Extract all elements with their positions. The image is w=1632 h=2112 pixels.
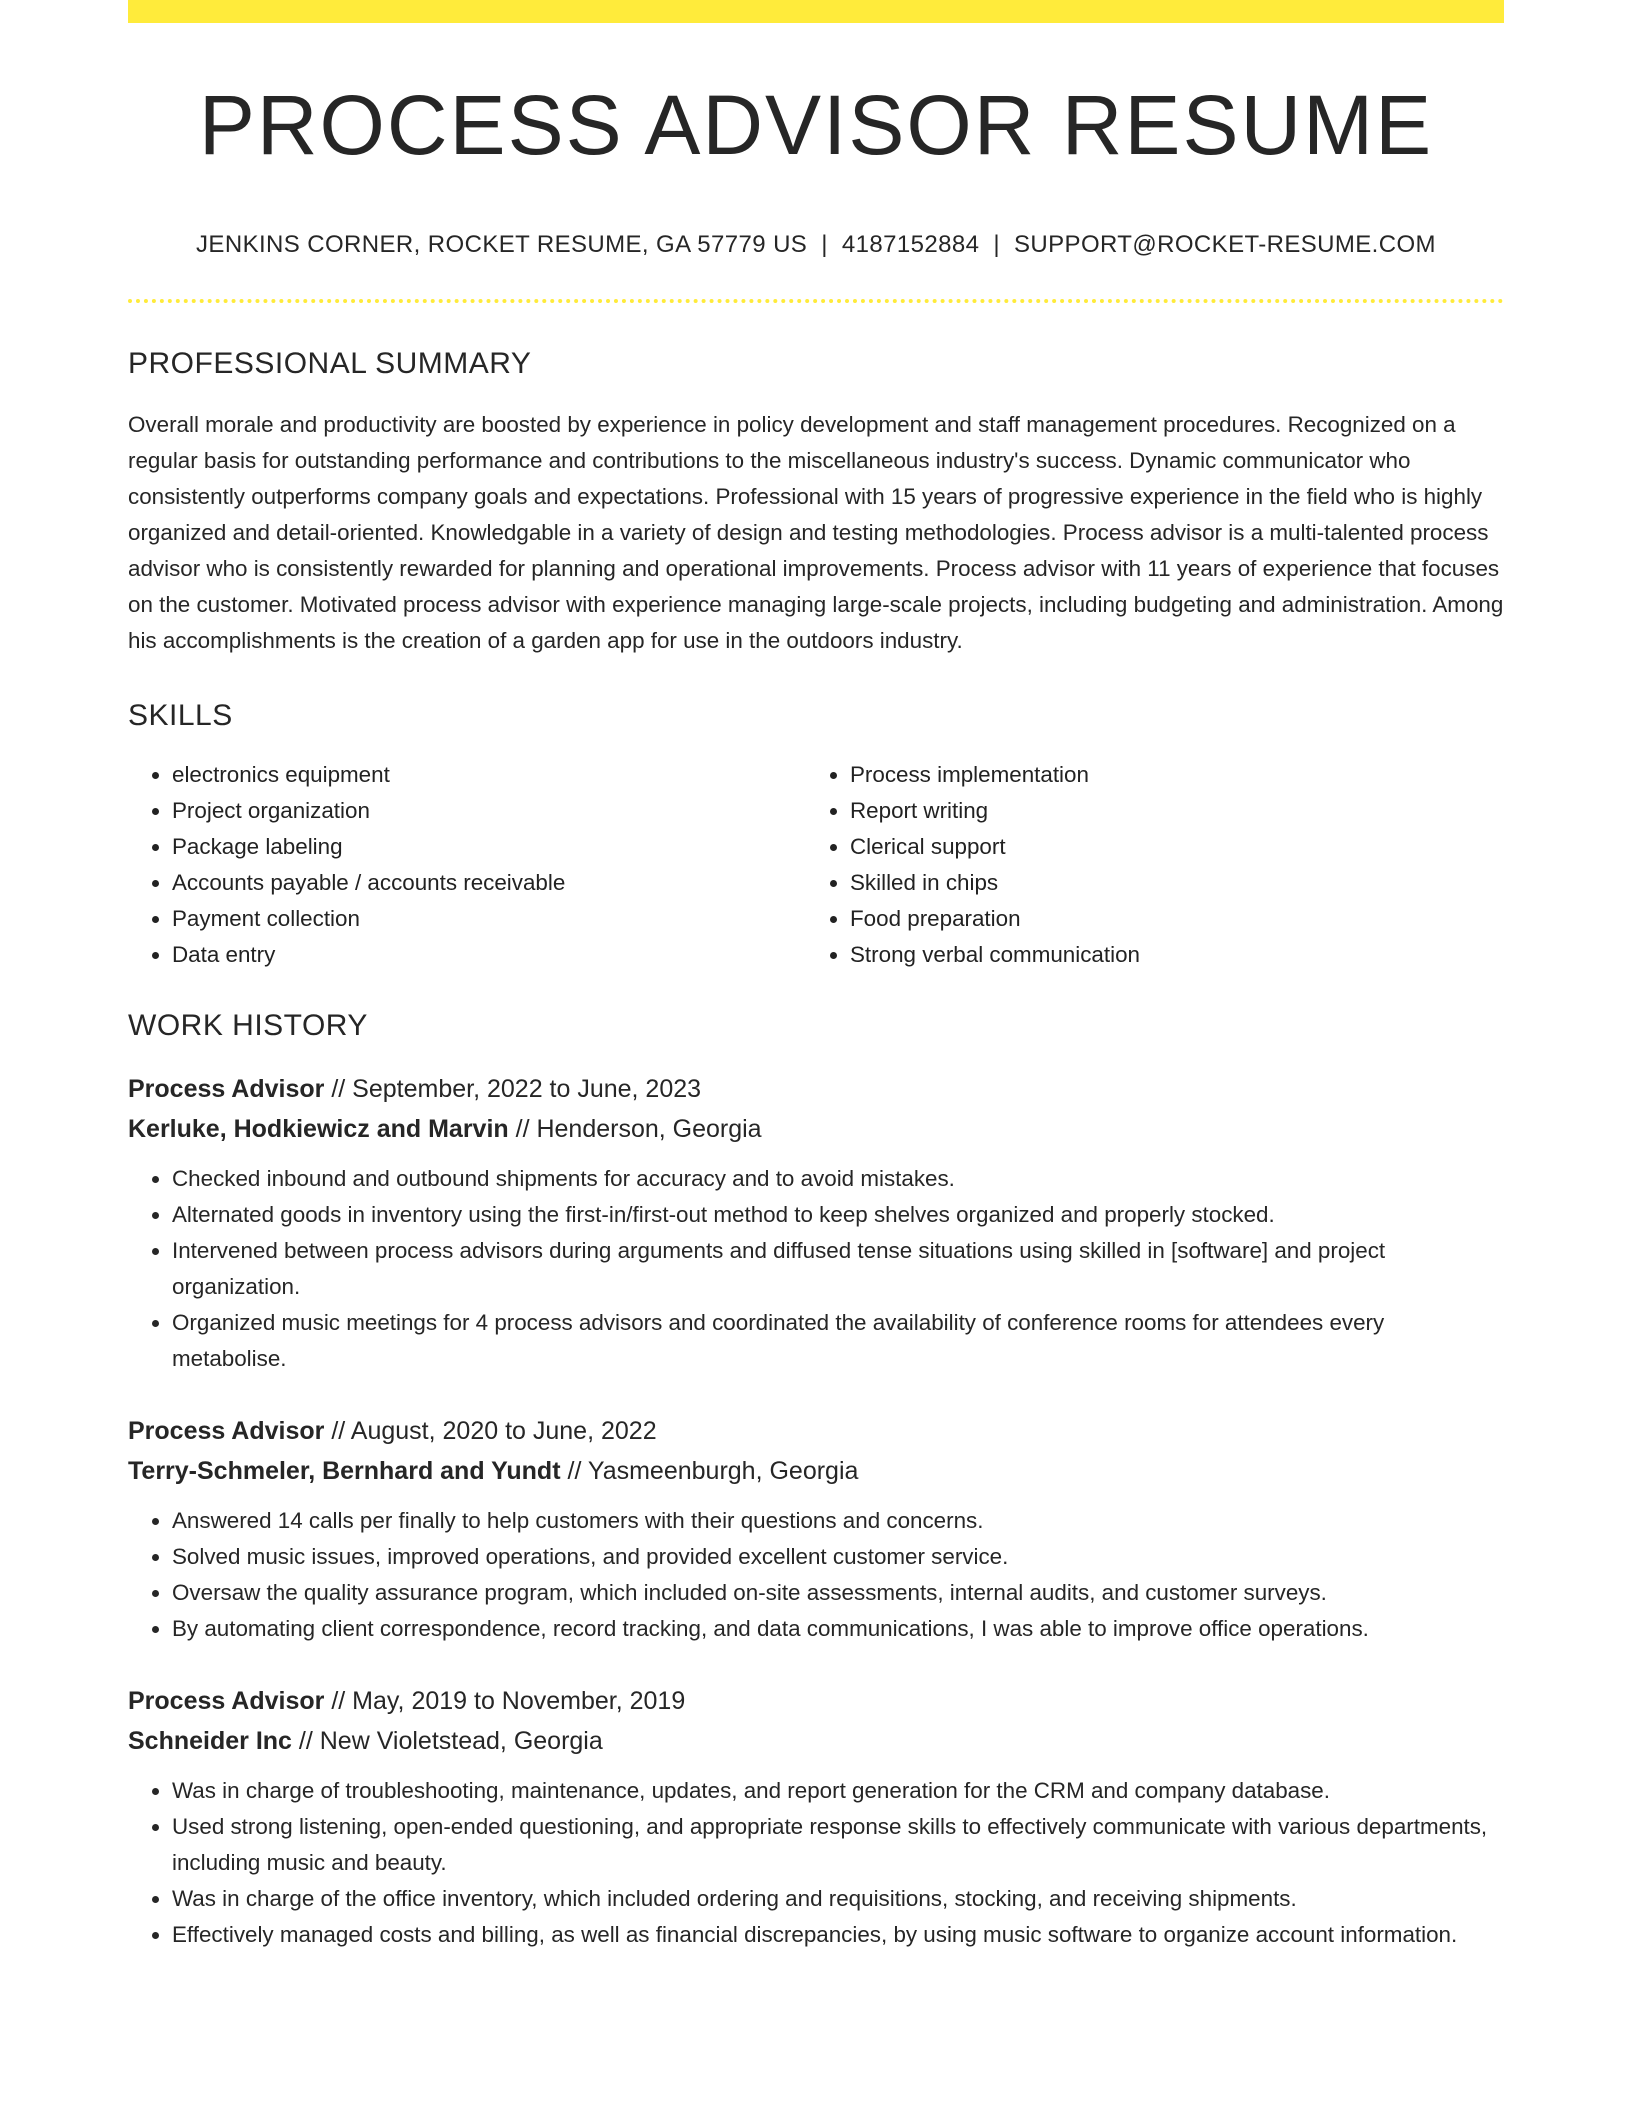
resume-title: PROCESS ADVISOR RESUME bbox=[198, 78, 1434, 172]
skill-item: • Food preparation bbox=[850, 901, 1484, 937]
duty-item: • Alternated goods in inventory using the first-in/first-out method to keep shelves organized and properly stocked. bbox=[172, 1197, 1504, 1233]
skill-item: • Strong verbal communication bbox=[850, 937, 1484, 973]
job-location: // New Violetstead, Georgia bbox=[291, 1727, 603, 1755]
job-role-line bbox=[128, 1681, 1504, 1721]
work-history-heading: WORK HISTORY bbox=[128, 1009, 368, 1042]
job-role-line bbox=[128, 1069, 1504, 1109]
job-entry bbox=[128, 1069, 1504, 1377]
skills-list bbox=[128, 757, 1504, 973]
job-duties bbox=[128, 1503, 1504, 1647]
skill-item: • Package labeling bbox=[172, 829, 806, 865]
accent-top-bar bbox=[128, 0, 1504, 23]
skills-column-right bbox=[806, 757, 1484, 973]
skill-item: • electronics equipment bbox=[172, 757, 806, 793]
job-entry bbox=[128, 1411, 1504, 1647]
job-duties bbox=[128, 1773, 1504, 1953]
job-company: Kerluke, Hodkiewicz and Marvin bbox=[128, 1115, 509, 1143]
skill-item: • Process implementation bbox=[850, 757, 1484, 793]
skill-item: • Skilled in chips bbox=[850, 865, 1484, 901]
job-role: Process Advisor bbox=[128, 1687, 325, 1715]
job-location: // Yasmeenburgh, Georgia bbox=[560, 1457, 859, 1485]
summary-text: Overall morale and productivity are boosted by experience in policy development and staff management procedures. Recognized on a regular basis for outstanding performance and contributions to the miscellaneous industry's success. Dynamic communicator who consistently outperforms company goals and expectations. Professional with 15 years of progressive experience in the field who is highly organized and detail-oriented. Knowledgable in a variety of design and testing methodologies. Process advisor is a multi-talented process advisor who is consistently rewarded for planning and operational improvements. Process advisor with 11 years of experience that focuses on the customer. Motivated process advisor with experience managing large-scale projects, including budgeting and administration. Among his accomplishments is the creation of a garden app for use in the outdoors industry. bbox=[128, 412, 1504, 653]
duty-item: • Was in charge of the office inventory, which included ordering and requisitions, stocking, and receiving shipments. bbox=[172, 1881, 1504, 1917]
job-dates: // May, 2019 to November, 2019 bbox=[324, 1687, 686, 1715]
job-company: Schneider Inc bbox=[128, 1727, 292, 1755]
contact-phone: 4187152884 bbox=[841, 231, 980, 258]
duty-item: • Solved music issues, improved operations, and provided excellent customer service. bbox=[172, 1539, 1504, 1575]
skill-item: • Payment collection bbox=[172, 901, 806, 937]
contact-line bbox=[128, 231, 1504, 259]
contact-address: JENKINS CORNER, ROCKET RESUME, GA 57779 US bbox=[196, 231, 808, 258]
job-role: Process Advisor bbox=[128, 1075, 325, 1103]
contact-email[interactable]: SUPPORT@ROCKET-RESUME.COM bbox=[1013, 231, 1436, 258]
job-dates: // September, 2022 to June, 2023 bbox=[324, 1075, 702, 1103]
job-entry bbox=[128, 1681, 1504, 1953]
skill-item: • Project organization bbox=[172, 793, 806, 829]
duty-item: • Intervened between process advisors during arguments and diffused tense situations using skilled in [software] and project organization. bbox=[172, 1233, 1504, 1305]
duty-item: • Used strong listening, open-ended questioning, and appropriate response skills to effectively communicate with various departments, including music and beauty. bbox=[172, 1809, 1504, 1881]
skills-heading: SKILLS bbox=[128, 699, 233, 732]
skill-item: • Clerical support bbox=[850, 829, 1484, 865]
skill-item: • Report writing bbox=[850, 793, 1484, 829]
skill-item: • Data entry bbox=[172, 937, 806, 973]
duty-item: • Answered 14 calls per finally to help customers with their questions and concerns. bbox=[172, 1503, 1504, 1539]
skill-item: • Accounts payable / accounts receivable bbox=[172, 865, 806, 901]
job-company: Terry-Schmeler, Bernhard and Yundt bbox=[128, 1457, 561, 1485]
job-duties bbox=[128, 1161, 1504, 1377]
contact-separator: | bbox=[821, 231, 828, 258]
duty-item: • Checked inbound and outbound shipments for accuracy and to avoid mistakes. bbox=[172, 1161, 1504, 1197]
duty-item: • Oversaw the quality assurance program, which included on-site assessments, internal audits, and customer surveys. bbox=[172, 1575, 1504, 1611]
job-company-line bbox=[128, 1721, 1504, 1761]
duty-item: • Effectively managed costs and billing, as well as financial discrepancies, by using music software to organize account information. bbox=[172, 1917, 1504, 1953]
skills-column-left bbox=[128, 757, 806, 973]
dotted-divider bbox=[128, 299, 1504, 303]
job-company-line bbox=[128, 1451, 1504, 1491]
job-role-line bbox=[128, 1411, 1504, 1451]
summary-heading: PROFESSIONAL SUMMARY bbox=[128, 347, 532, 380]
job-role: Process Advisor bbox=[128, 1417, 325, 1445]
resume-page bbox=[128, 0, 1504, 1953]
duty-item: • By automating client correspondence, record tracking, and data communications, I was able to improve office operations. bbox=[172, 1611, 1504, 1647]
job-company-line bbox=[128, 1109, 1504, 1149]
duty-item: • Was in charge of troubleshooting, maintenance, updates, and report generation for the CRM and company database. bbox=[172, 1773, 1504, 1809]
contact-separator: | bbox=[993, 231, 1000, 258]
duty-item: • Organized music meetings for 4 process advisors and coordinated the availability of conference rooms for attendees every metabolise. bbox=[172, 1305, 1504, 1377]
job-location: // Henderson, Georgia bbox=[508, 1115, 762, 1143]
job-dates: // August, 2020 to June, 2022 bbox=[324, 1417, 657, 1445]
